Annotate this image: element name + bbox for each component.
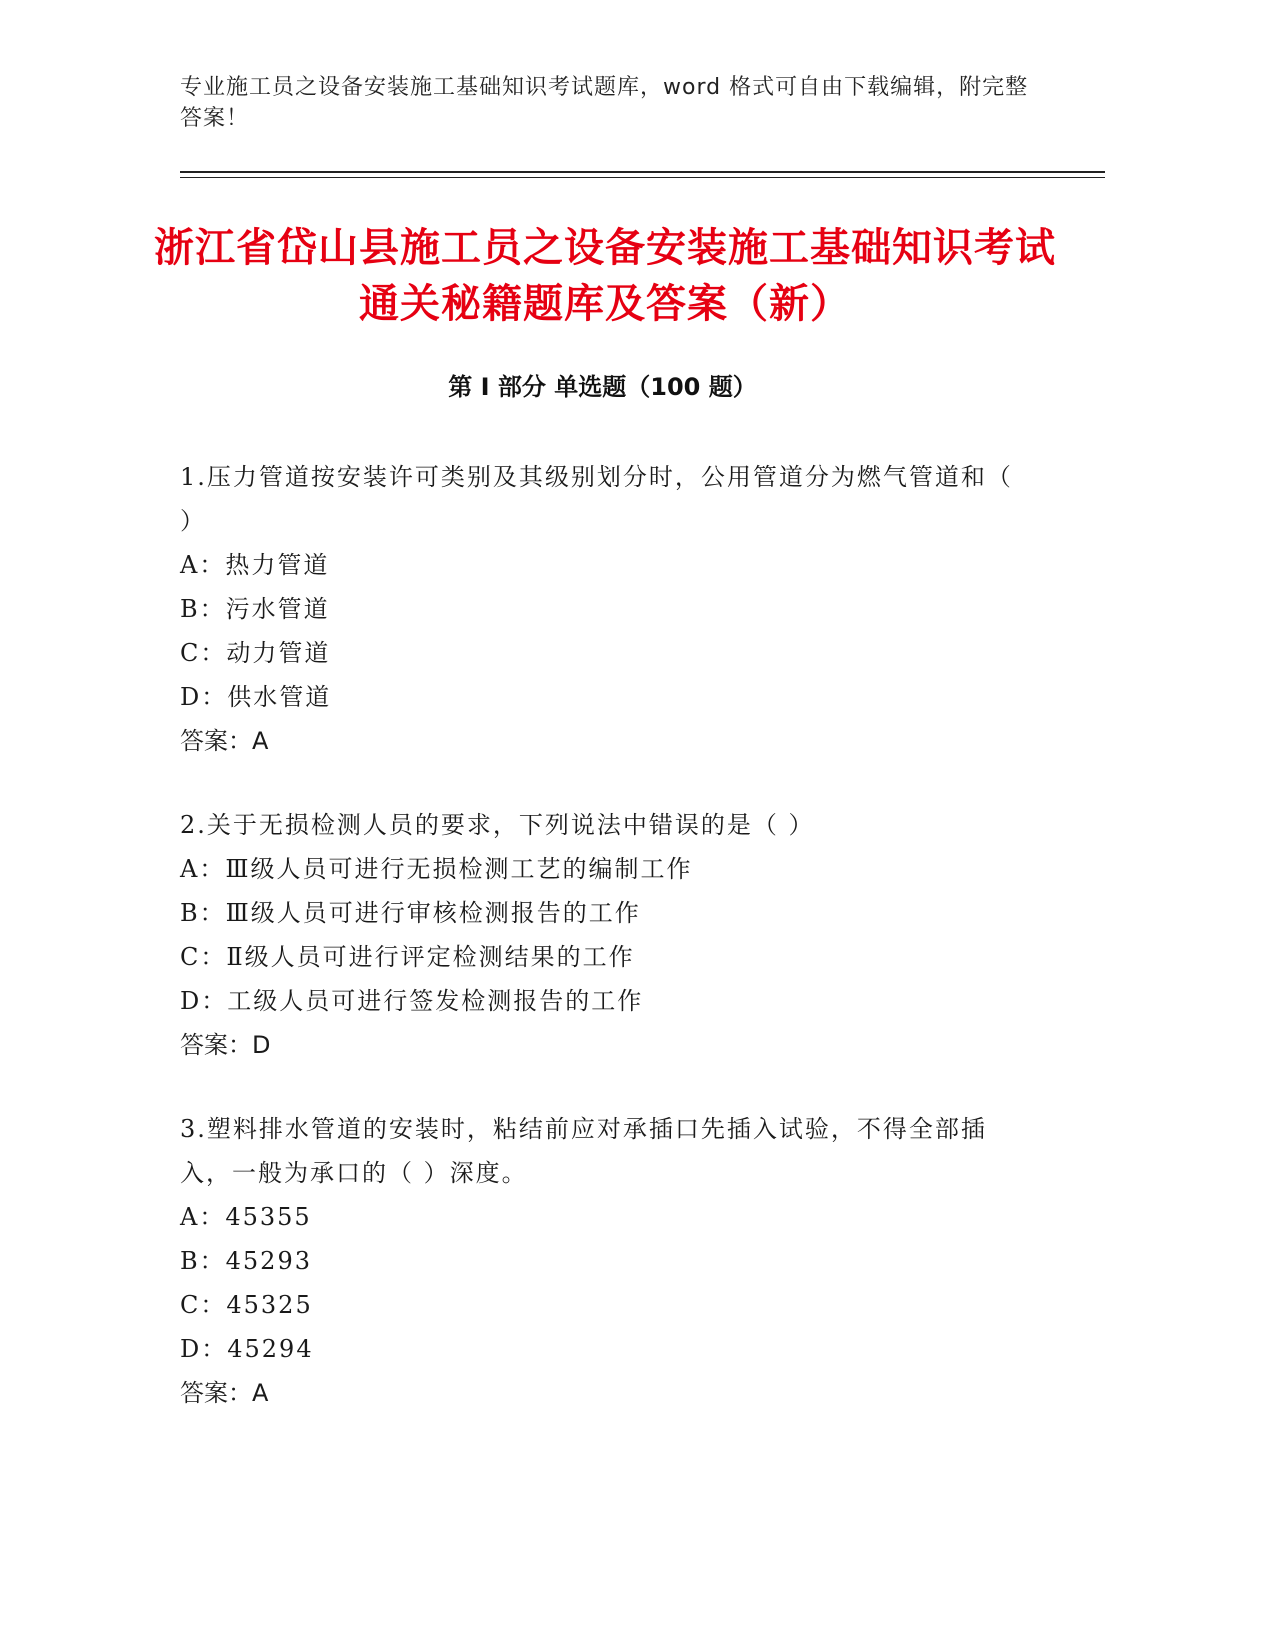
document-title: 浙江省岱山县施工员之设备安装施工基础知识考试通关秘籍题库及答案（新） bbox=[154, 225, 1056, 327]
option-c: C：45325 bbox=[180, 1291, 313, 1319]
option-d: D：工级人员可进行签发检测报告的工作 bbox=[180, 987, 644, 1015]
question-stem: 3.塑料排水管道的安装时，粘结前应对承插口先插入试验，不得全部插入，一般为承口的（ ）深度。 bbox=[180, 1115, 987, 1187]
question-2 bbox=[180, 803, 1030, 1067]
question-stem: 2.关于无损检测人员的要求，下列说法中错误的是（ ） bbox=[180, 811, 815, 839]
option-a: A：45355 bbox=[180, 1203, 312, 1231]
header-divider-thick bbox=[180, 171, 1105, 173]
answer: 答案：A bbox=[180, 1379, 269, 1407]
question-3 bbox=[180, 1107, 1030, 1415]
answer: 答案：A bbox=[180, 727, 269, 755]
question-1 bbox=[180, 455, 1030, 763]
header-divider-thin bbox=[180, 177, 1105, 178]
option-c: C：动力管道 bbox=[180, 639, 331, 667]
option-d: D：供水管道 bbox=[180, 683, 332, 711]
option-c: C：Ⅱ级人员可进行评定检测结果的工作 bbox=[180, 943, 635, 971]
option-b: B：污水管道 bbox=[180, 595, 330, 623]
section-title: 第 I 部分 单选题（100 题） bbox=[448, 373, 757, 401]
header-note: 专业施工员之设备安装施工基础知识考试题库，word 格式可自由下载编辑，附完整答案！ bbox=[180, 75, 1029, 131]
option-a: A：Ⅲ级人员可进行无损检测工艺的编制工作 bbox=[180, 855, 693, 883]
option-b: B：45293 bbox=[180, 1247, 312, 1275]
question-list bbox=[180, 455, 1030, 1455]
answer: 答案：D bbox=[180, 1031, 271, 1059]
question-stem: 1.压力管道按安装许可类别及其级别划分时，公用管道分为燃气管道和（ ） bbox=[180, 463, 1013, 535]
option-b: B：Ⅲ级人员可进行审核检测报告的工作 bbox=[180, 899, 641, 927]
option-d: D：45294 bbox=[180, 1335, 314, 1363]
option-a: A：热力管道 bbox=[180, 551, 330, 579]
